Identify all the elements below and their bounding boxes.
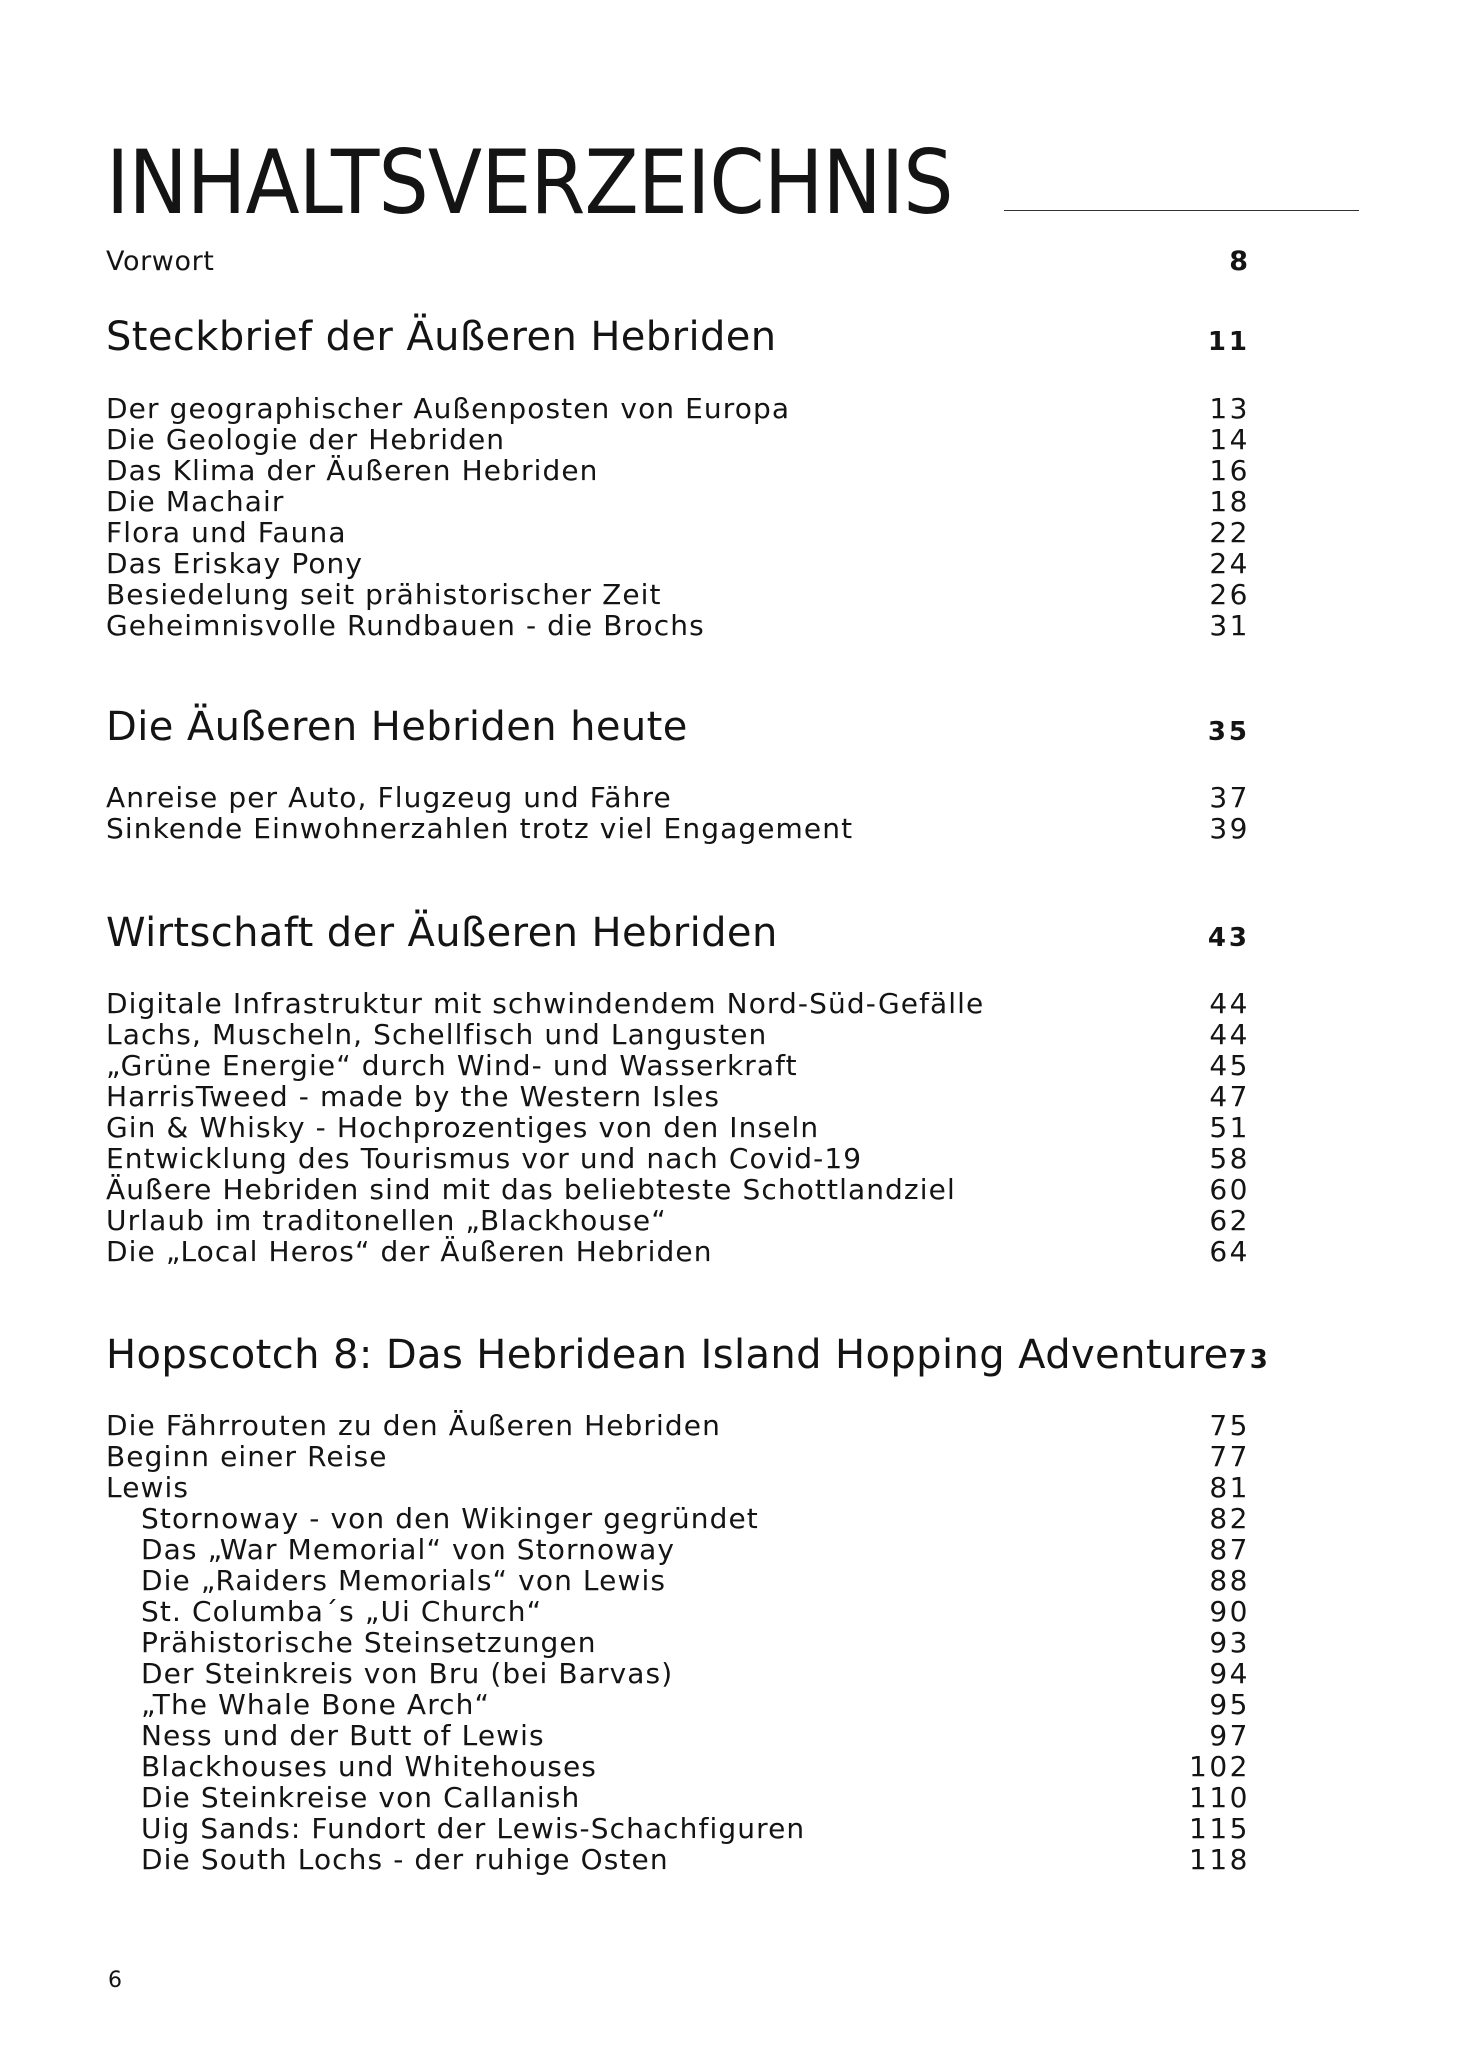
toc-entry <box>106 1205 1250 1236</box>
toc-entry-page: 90 <box>1209 1595 1250 1628</box>
toc-section-label: Hopscotch 8: Das Hebridean Island Hopping Adventure <box>106 1332 1229 1378</box>
toc-entry-label: Der geographischer Außenposten von Europa <box>106 392 791 425</box>
toc-entry-page: 13 <box>1209 392 1250 425</box>
toc-subentry <box>106 1565 1250 1596</box>
toc-entry-label: Die „Raiders Memorials“ von Lewis <box>141 1564 667 1597</box>
toc-entry <box>106 1174 1250 1205</box>
toc-entry-label: Die South Lochs - der ruhige Osten <box>141 1843 669 1876</box>
toc-entry <box>106 424 1250 455</box>
toc-entry <box>106 988 1250 1019</box>
toc-section-label: Steckbrief der Äußeren Hebriden <box>106 314 777 360</box>
toc-entry-page: 44 <box>1209 1018 1250 1051</box>
toc-entry-page: 93 <box>1209 1626 1250 1659</box>
toc-entry-label: Gin & Whisky - Hochprozentiges von den Inseln <box>106 1111 820 1144</box>
toc-entry <box>106 610 1250 641</box>
toc-entry-label: Urlaub im traditonellen „Blackhouse“ <box>106 1204 667 1237</box>
toc-entry <box>106 1019 1250 1050</box>
toc-subentry <box>106 1503 1250 1534</box>
toc-entry-label: Stornoway - von den Wikinger gegründet <box>141 1502 759 1535</box>
toc-entry-label: Das „War Memorial“ von Stornoway <box>141 1533 676 1566</box>
toc-entry-label: Die Machair <box>106 485 285 518</box>
toc-entry-label: Blackhouses und Whitehouses <box>141 1750 597 1783</box>
toc-entry-label: Prähistorische Steinsetzungen <box>141 1626 597 1659</box>
toc-entry <box>106 548 1250 579</box>
toc-section-heading <box>106 910 1250 956</box>
toc-entry-page: 14 <box>1209 423 1250 456</box>
toc-entry-label: Lewis <box>106 1471 190 1504</box>
toc-entry-label: Die Steinkreise von Callanish <box>141 1781 581 1814</box>
toc-entry-page: 75 <box>1209 1409 1250 1442</box>
toc-section-page: 43 <box>1207 923 1250 953</box>
toc-entry-page: 39 <box>1209 812 1250 845</box>
toc-entry-label: Flora und Fauna <box>106 516 347 549</box>
title-rule <box>1004 210 1359 211</box>
toc-entry <box>106 1112 1250 1143</box>
toc-entry <box>106 1441 1250 1472</box>
toc-entry-label: HarrisTweed - made by the Western Isles <box>106 1080 721 1113</box>
toc-entry <box>106 782 1250 813</box>
toc-entry-page: 18 <box>1209 485 1250 518</box>
toc-entry-page: 118 <box>1189 1843 1250 1876</box>
toc-entry-page: 81 <box>1209 1471 1250 1504</box>
page-title: INHALTSVERZEICHNIS <box>106 131 953 234</box>
toc-entry-page: 88 <box>1209 1564 1250 1597</box>
toc-entry-label: Das Eriskay Pony <box>106 547 364 580</box>
toc-entry-label: Besiedelung seit prähistorischer Zeit <box>106 578 662 611</box>
toc-entry-page: 82 <box>1209 1502 1250 1535</box>
toc-entry <box>106 1143 1250 1174</box>
toc-entry-page: 51 <box>1209 1111 1250 1144</box>
toc-entry-page: 16 <box>1209 454 1250 487</box>
toc-entry-page: 110 <box>1189 1781 1250 1814</box>
toc-subentry <box>106 1813 1250 1844</box>
toc-entry <box>106 455 1250 486</box>
toc-entry <box>106 579 1250 610</box>
toc-entry-label: Vorwort <box>106 246 215 277</box>
toc-section-heading <box>106 314 1250 360</box>
toc-entry <box>106 1081 1250 1112</box>
toc-entry-label: Beginn einer Reise <box>106 1440 388 1473</box>
toc-entry-label: Die Geologie der Hebriden <box>106 423 506 456</box>
toc-entry <box>106 1050 1250 1081</box>
toc-entry-page: 24 <box>1209 547 1250 580</box>
toc-entry-label: Das Klima der Äußeren Hebriden <box>106 454 599 487</box>
toc-entry-page: 97 <box>1209 1719 1250 1752</box>
toc-section-page: 73 <box>1228 1345 1271 1375</box>
toc-entry <box>106 393 1250 424</box>
toc-entry-page: 95 <box>1209 1688 1250 1721</box>
toc-entry-label: Der Steinkreis von Bru (bei Barvas) <box>141 1657 674 1690</box>
toc-subentry <box>106 1689 1250 1720</box>
toc-entry-page: 115 <box>1189 1812 1250 1845</box>
toc-subentry <box>106 1658 1250 1689</box>
toc-subentry <box>106 1782 1250 1813</box>
toc-section-label: Wirtschaft der Äußeren Hebriden <box>106 910 778 956</box>
toc-entry <box>106 517 1250 548</box>
toc-entry-label: St. Columba´s „Ui Church“ <box>141 1595 543 1628</box>
toc-entry <box>106 1410 1250 1441</box>
toc-entry-page: 64 <box>1209 1235 1250 1268</box>
toc-entry-page: 37 <box>1209 781 1250 814</box>
toc-subentry <box>106 1844 1250 1875</box>
toc-entry-page: 60 <box>1209 1173 1250 1206</box>
toc-section-page: 11 <box>1207 327 1250 357</box>
toc-entry-page: 47 <box>1209 1080 1250 1113</box>
toc-entry-label: Geheimnisvolle Rundbauen - die Brochs <box>106 609 705 642</box>
toc-entry-page: 44 <box>1209 987 1250 1020</box>
toc-entry-label: Anreise per Auto, Flugzeug und Fähre <box>106 781 672 814</box>
toc-entry-label: Die „Local Heros“ der Äußeren Hebriden <box>106 1235 713 1268</box>
toc-entry-label: Uig Sands: Fundort der Lewis-Schachfiguren <box>141 1812 806 1845</box>
toc-entry-page: 26 <box>1209 578 1250 611</box>
toc-entry-label: Die Fährrouten zu den Äußeren Hebriden <box>106 1409 721 1442</box>
toc-subentry <box>106 1596 1250 1627</box>
toc-section-page: 35 <box>1207 717 1250 747</box>
toc-entry <box>106 486 1250 517</box>
toc-entry-label: Äußere Hebriden sind mit das beliebteste Schottlandziel <box>106 1173 956 1206</box>
toc-subentry <box>106 1627 1250 1658</box>
toc-entry <box>106 1472 1250 1503</box>
toc-entry-label: Digitale Infrastruktur mit schwindendem Nord-Süd-Gefälle <box>106 987 985 1020</box>
toc-entry-label: Sinkende Einwohnerzahlen trotz viel Engagement <box>106 812 854 845</box>
toc-section-heading <box>106 1332 1271 1378</box>
toc-entry <box>106 1236 1250 1267</box>
toc-entry-label: „The Whale Bone Arch“ <box>141 1688 491 1721</box>
toc-entry-page: 87 <box>1209 1533 1250 1566</box>
toc-entry-page: 94 <box>1209 1657 1250 1690</box>
toc-entry-label: „Grüne Energie“ durch Wind- und Wasserkraft <box>106 1049 798 1082</box>
toc-entry-page: 31 <box>1209 609 1250 642</box>
toc-subentry <box>106 1751 1250 1782</box>
toc-entry-page: 58 <box>1209 1142 1250 1175</box>
toc-entry-page: 8 <box>1229 246 1250 277</box>
toc-entry-page: 62 <box>1209 1204 1250 1237</box>
toc-entry <box>106 813 1250 844</box>
toc-subentry <box>106 1534 1250 1565</box>
toc-entry-label: Ness und der Butt of Lewis <box>141 1719 545 1752</box>
toc-entry-vorwort <box>106 246 1250 277</box>
toc-subentry <box>106 1720 1250 1751</box>
toc-section-label: Die Äußeren Hebriden heute <box>106 704 688 750</box>
toc-section-heading <box>106 704 1250 750</box>
toc-entry-label: Lachs, Muscheln, Schellfisch und Langusten <box>106 1018 768 1051</box>
toc-entry-page: 102 <box>1189 1750 1250 1783</box>
page-number: 6 <box>108 1968 122 1993</box>
toc-entry-page: 22 <box>1209 516 1250 549</box>
toc-entry-page: 77 <box>1209 1440 1250 1473</box>
toc-entry-page: 45 <box>1209 1049 1250 1082</box>
toc-entry-label: Entwicklung des Tourismus vor und nach Covid-19 <box>106 1142 863 1175</box>
